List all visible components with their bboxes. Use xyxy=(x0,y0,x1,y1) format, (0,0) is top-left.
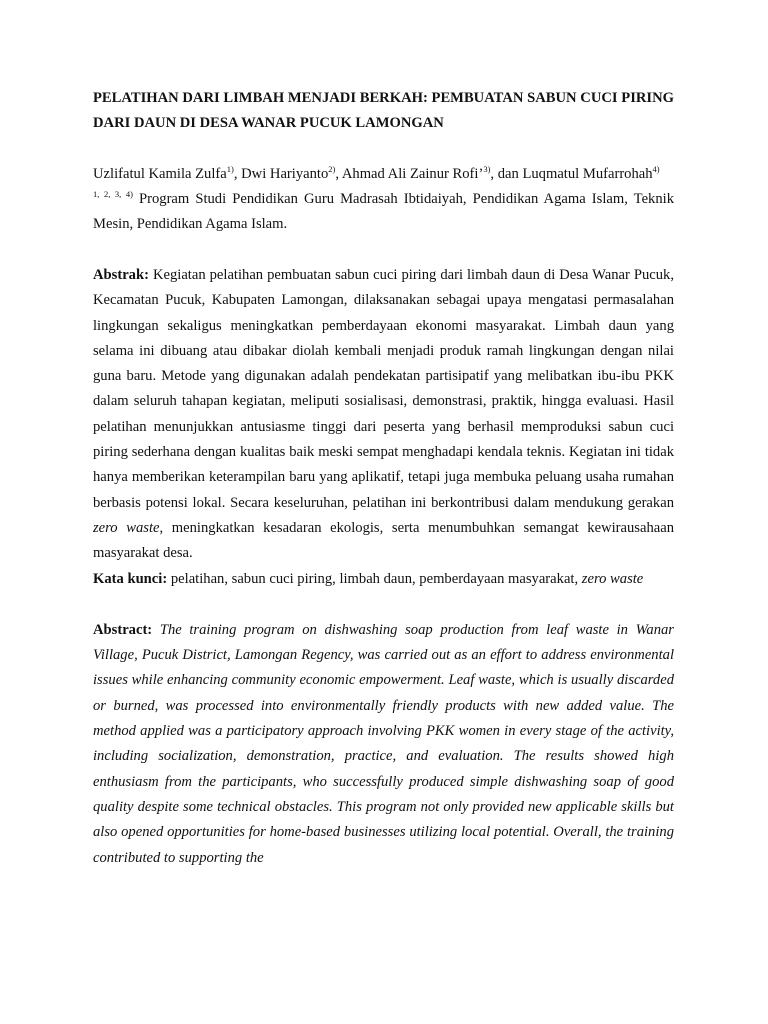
paper-title: PELATIHAN DARI LIMBAH MENJADI BERKAH: PEMBUATAN SABUN CUCI PIRING DARI DAUN DI DESA WANAR PUCUK LAMONGAN xyxy=(93,90,674,131)
affiliation xyxy=(93,187,674,237)
author-4-marker: 4) xyxy=(652,164,660,174)
abstract-text: The training program on dishwashing soap production from leaf waste in Wanar Village, Pucuk District, Lamongan Regency, was carried out as an effort to address environmental issues while enhancing community economic empowerment. Leaf waste, which is usually discarded or burned, was processed into environmentally friendly products with new added value. The method applied was a participatory approach involving PKK women in every stage of the activity, including socialization, demonstration, practice, and evaluation. The results showed high enthusiasm from the participants, who successfully produced simple dishwashing soap of good quality despite some technical obstacles. This program not only provided new applicable skills but also opened opportunities for home-based businesses utilizing local potential. Overall, the training contributed to supporting the xyxy=(93,621,674,866)
kata-kunci-separator: , xyxy=(574,570,579,587)
author-3-name: Ahmad Ali Zainur Rofi’ xyxy=(341,166,484,182)
kata-kunci-text: pelatihan, sabun cuci piring, limbah daun, pemberdayaan masyarakat xyxy=(170,570,575,587)
kata-kunci-section xyxy=(93,567,674,592)
kata-kunci-label: Kata kunci: xyxy=(93,570,168,587)
author-1-name: Uzlifatul Kamila Zulfa xyxy=(93,166,227,182)
abstrak-italic-term: zero waste xyxy=(93,519,160,536)
abstrak-label: Abstrak: xyxy=(93,267,149,283)
abstract-section xyxy=(93,618,674,871)
author-conjunction: dan xyxy=(497,166,519,182)
author-1-marker: 1) xyxy=(226,164,234,174)
affiliation-markers: 1, 2, 3, 4) xyxy=(93,189,133,199)
author-2-marker: 2) xyxy=(328,164,336,174)
author-3-marker: 3) xyxy=(483,164,491,174)
abstract-label: Abstract: xyxy=(93,621,153,638)
abstrak-section xyxy=(93,263,674,567)
abstrak-text-end: , meningkatkan kesadaran ekologis, serta menumbuhkan semangat kewirausahaan masyarakat desa. xyxy=(93,519,675,562)
author-4-name: Luqmatul Mufarrohah xyxy=(522,166,653,182)
author-2-name: Dwi Hariyanto xyxy=(241,166,329,182)
abstrak-text: Kegiatan pelatihan pembuatan sabun cuci piring dari limbah daun di Desa Wanar Pucuk, Kecamatan Pucuk, Kabupaten Lamongan, dilaksanakan sebagai upaya mengatasi permasalahan lingkungan sekaligus meningkatkan pemberdayaan ekonomi masyarakat. Limbah daun yang selama ini dibuang atau dibakar diolah kembali menjadi produk ramah lingkungan dengan nilai guna baru. Metode yang digunakan adalah pendekatan partisipatif yang melibatkan ibu-ibu PKK dalam seluruh tahapan kegiatan, meliputi sosialisasi, demonstrasi, praktik, hingga evaluasi. Hasil pelatihan menunjukkan antusiasme tinggi dari peserta yang berhasil memproduksi sabun cuci piring sederhana dengan kualitas baik meski sempat menghadapi kendala teknis. Kegiatan ini tidak hanya memberikan keterampilan baru yang aplikatif, tetapi juga membuka peluang usaha rumahan berbasis potensi lokal. Secara keseluruhan, pelatihan ini berkontribusi dalam mendukung gerakan xyxy=(93,267,674,511)
affiliation-text: Program Studi Pendidikan Guru Madrasah Ibtidaiyah, Pendidikan Agama Islam, Teknik Mesin, Pendidikan Agama Islam. xyxy=(93,191,674,232)
author-list: Uzlifatul Kamila Zulfa$^{1)}$, Dwi Hariyanto$^{2)}$, Ahmad Ali Zainur Rofi’$^{3)}$, dan Luqmatul Mufarrohah$^{4)}$ xyxy=(93,164,660,182)
kata-kunci-italic-term: zero waste xyxy=(581,570,644,587)
